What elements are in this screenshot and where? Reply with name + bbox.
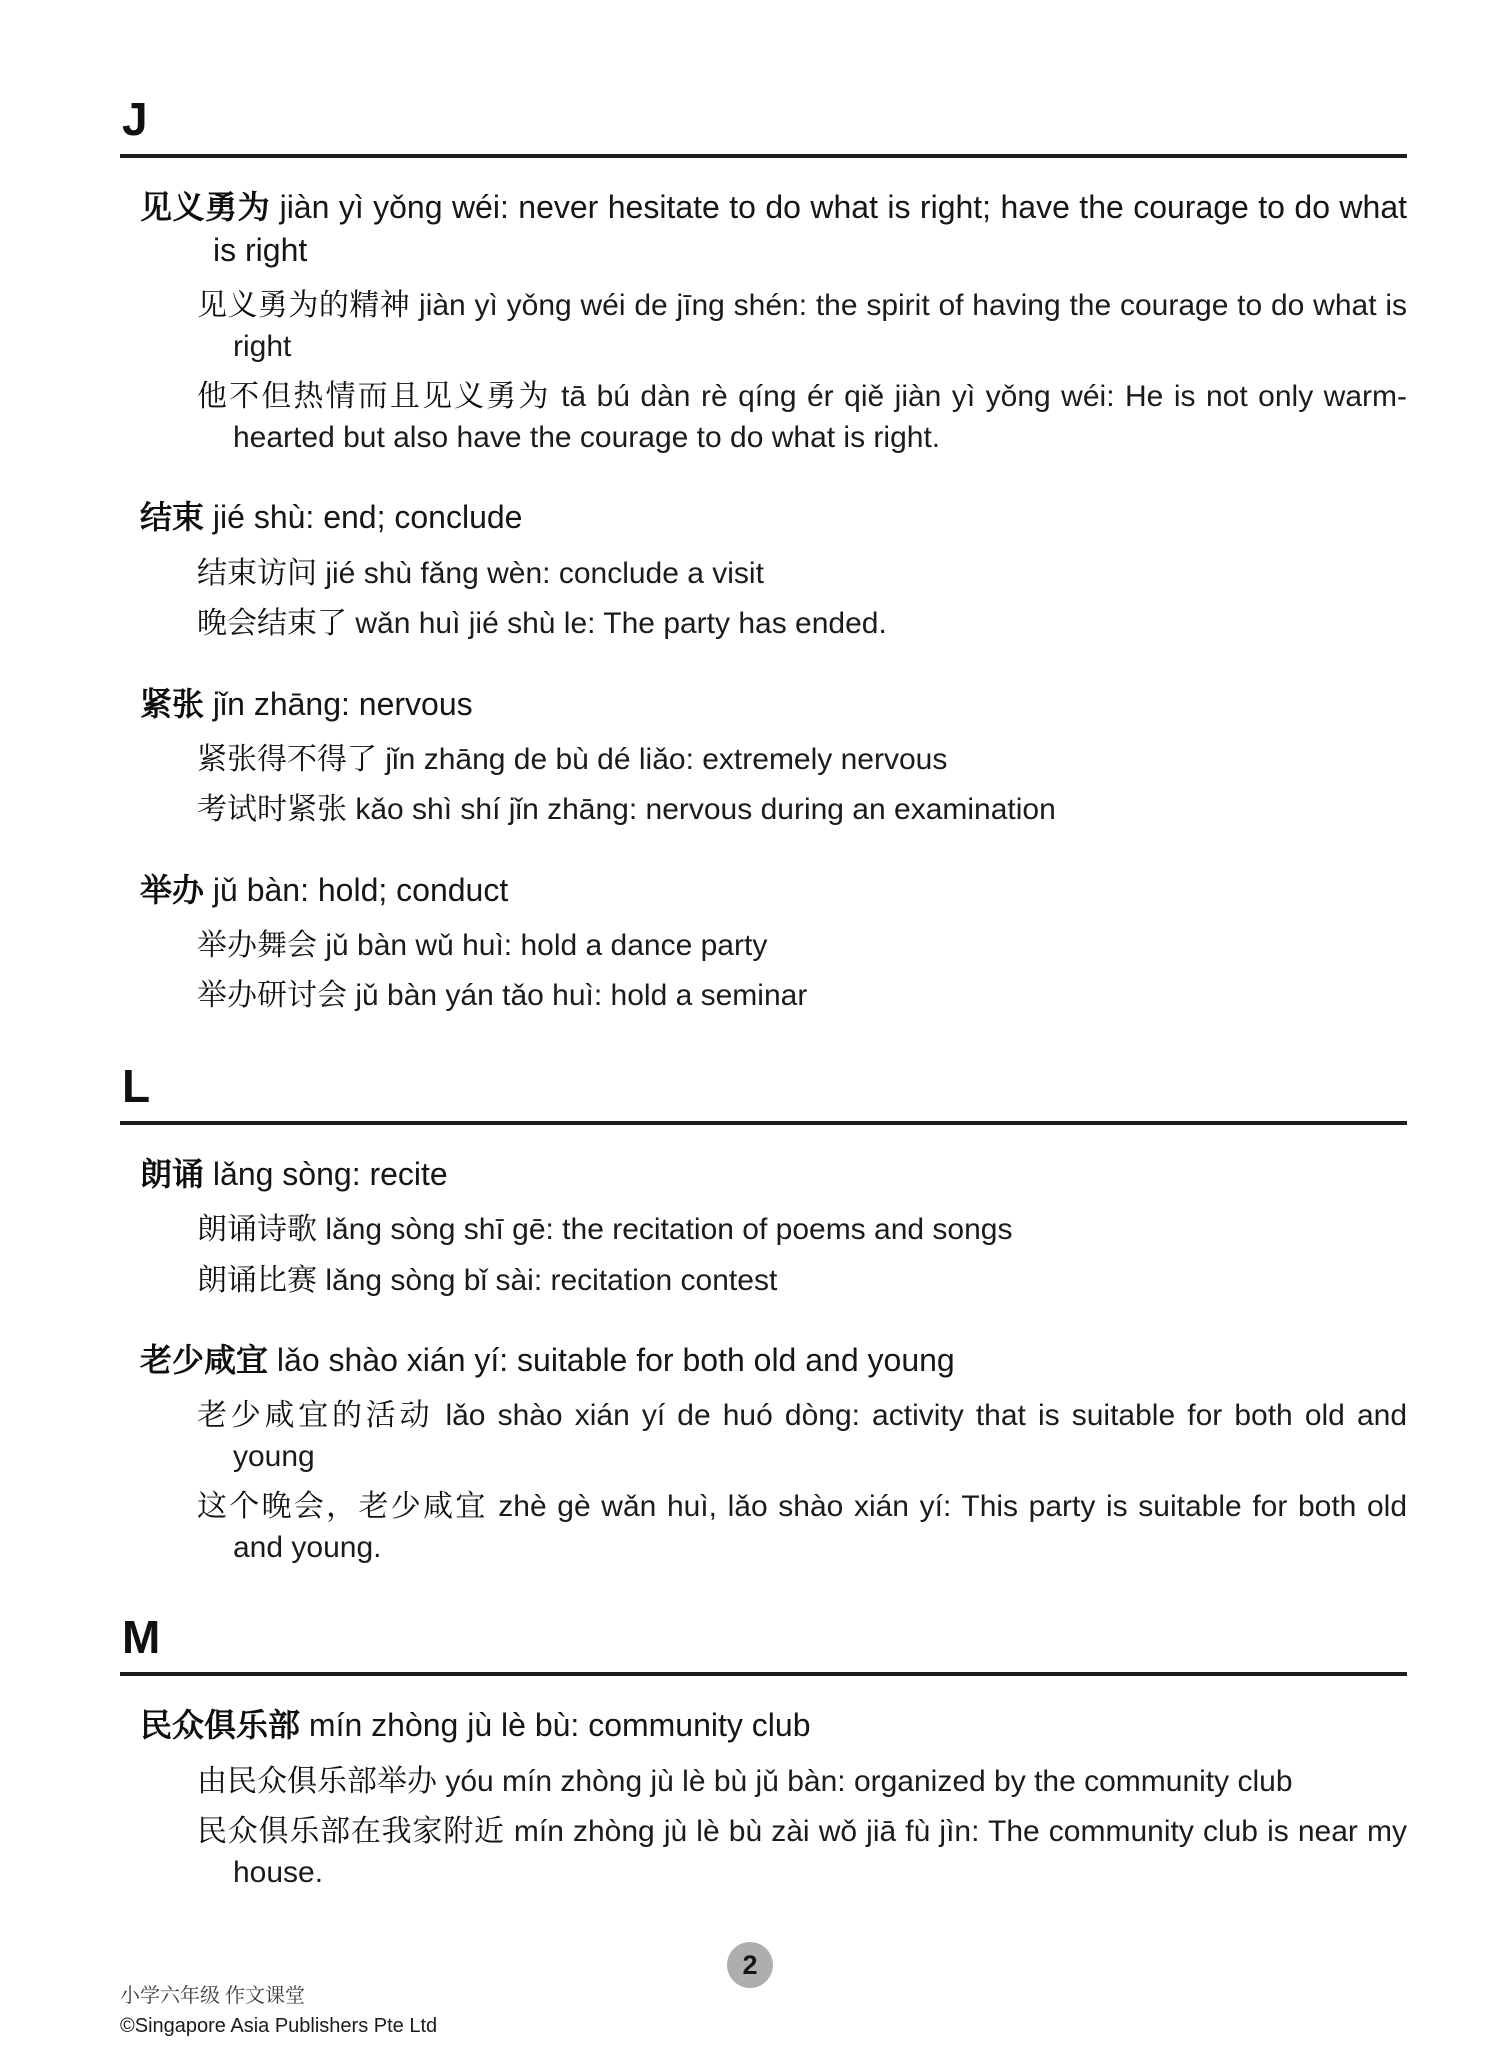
- example-line: [120, 1396, 1407, 1477]
- glossary-entry: [120, 496, 1407, 644]
- section-letter: J: [120, 96, 1407, 158]
- footer-book-title: 小学六年级 作文课堂: [120, 1985, 305, 2007]
- entry-headword-chinese: 结束: [140, 499, 205, 536]
- page-number-badge: [727, 1942, 773, 1988]
- example-line: [120, 604, 1407, 645]
- page-number: 2: [742, 1949, 758, 1980]
- example-pinyin-translation: yóu mín zhòng jù lè bù jǔ bàn: organized by the community club: [445, 1764, 1293, 1798]
- example-chinese: 结束访问: [197, 556, 317, 590]
- entry-headword-chinese: 见义勇为: [140, 189, 271, 225]
- entry-headword-chinese: 民众俱乐部: [140, 1707, 301, 1744]
- example-pinyin-translation: jǐn zhāng de bù dé liǎo: extremely nervous: [385, 742, 948, 776]
- example-chinese: 他不但热情而且见义勇为: [197, 380, 551, 414]
- entry-pinyin-definition: jǔ bàn: hold; conduct: [212, 871, 509, 908]
- glossary-entry: [120, 869, 1407, 1017]
- example-chinese: 紧张得不得了: [197, 742, 377, 776]
- entry-pinyin-definition: jiàn yì yǒng wéi: never hesitate to do what is right; have the courage to do what is right: [213, 189, 1408, 269]
- example-chinese: 举办舞会: [197, 928, 317, 962]
- example-line: [120, 1812, 1407, 1893]
- example-pinyin-translation: jǔ bàn wǔ huì: hold a dance party: [325, 928, 768, 962]
- example-line: [120, 926, 1407, 967]
- entry-headline: [120, 1339, 1407, 1382]
- entry-pinyin-definition: jǐn zhāng: nervous: [212, 685, 473, 722]
- example-chinese: 晚会结束了: [197, 607, 347, 641]
- example-pinyin-translation: kǎo shì shí jǐn zhāng: nervous during an examination: [355, 793, 1056, 827]
- example-pinyin-translation: mín zhòng jù lè bù zài wǒ jiā fù jìn: The community club is near my house.: [233, 1815, 1408, 1889]
- example-line: [120, 377, 1407, 458]
- glossary-entry: [120, 1153, 1407, 1301]
- entry-pinyin-definition: lǎo shào xián yí: suitable for both old and young: [276, 1342, 955, 1379]
- entry-headword-chinese: 举办: [140, 871, 205, 908]
- letter-section-l: [120, 1059, 1408, 1568]
- entry-headline: [120, 496, 1407, 539]
- entry-headline: [120, 186, 1407, 272]
- example-line: [120, 286, 1407, 367]
- entry-pinyin-definition: lǎng sòng: recite: [212, 1155, 448, 1192]
- example-line: [120, 790, 1407, 831]
- example-chinese: 见义勇为的精神: [197, 289, 411, 323]
- entry-headword-chinese: 老少咸宜: [140, 1342, 269, 1379]
- entry-pinyin-definition: jié shù: end; conclude: [212, 499, 523, 536]
- example-pinyin-translation: lǎng sòng shī gē: the recitation of poems and songs: [325, 1213, 1013, 1247]
- letter-section-m: [120, 1611, 1408, 1893]
- example-line: [120, 740, 1407, 781]
- entry-headline: [120, 1704, 1407, 1747]
- section-letter: L: [120, 1063, 1407, 1125]
- example-chinese: 民众俱乐部在我家附近: [197, 1815, 505, 1848]
- example-pinyin-translation: wǎn huì jié shù le: The party has ended.: [355, 607, 887, 641]
- letter-section-j: [120, 93, 1408, 1017]
- glossary-entry: [120, 186, 1407, 458]
- entry-headword-chinese: 紧张: [140, 685, 205, 722]
- entry-headline: [120, 869, 1407, 912]
- example-chinese: 考试时紧张: [197, 793, 347, 827]
- entry-headword-chinese: 朗诵: [140, 1155, 205, 1192]
- glossary-entry: [120, 1704, 1407, 1893]
- example-pinyin-translation: jǔ bàn yán tǎo huì: hold a seminar: [355, 979, 808, 1013]
- glossary-content: [120, 93, 1408, 1893]
- example-line: [120, 1762, 1407, 1803]
- example-pinyin-translation: lǎo shào xián yí de huó dòng: activity that is suitable for both old and young: [233, 1399, 1408, 1473]
- example-pinyin-translation: tā bú dàn rè qíng ér qiě jiàn yì yǒng wéi: He is not only warm-hearted but also have the courage to do what is right.: [233, 380, 1407, 454]
- entry-pinyin-definition: mín zhòng jù lè bù: community club: [308, 1707, 811, 1744]
- example-chinese: 朗诵比赛: [197, 1263, 317, 1297]
- example-chinese: 这个晚会，老少咸宜: [197, 1490, 488, 1524]
- example-pinyin-translation: zhè gè wǎn huì, lǎo shào xián yí: This party is suitable for both old and young.: [233, 1490, 1408, 1564]
- example-pinyin-translation: lǎng sòng bǐ sài: recitation contest: [325, 1263, 778, 1297]
- example-line: [120, 1261, 1407, 1302]
- example-line: [120, 976, 1407, 1017]
- glossary-entry: [120, 683, 1407, 831]
- example-line: [120, 1210, 1407, 1251]
- entry-headline: [120, 683, 1407, 726]
- section-letter: M: [120, 1614, 1407, 1676]
- glossary-entry: [120, 1339, 1407, 1568]
- footer-copyright: ©Singapore Asia Publishers Pte Ltd: [120, 2015, 438, 2037]
- example-chinese: 由民众俱乐部举办: [197, 1764, 437, 1798]
- example-chinese: 朗诵诗歌: [197, 1213, 317, 1247]
- entry-headline: [120, 1153, 1407, 1196]
- footer-imprint: [120, 1979, 437, 2038]
- example-line: [120, 1487, 1407, 1568]
- page-footer: [0, 1910, 1500, 2050]
- example-chinese: 举办研讨会: [197, 979, 347, 1013]
- example-chinese: 老少咸宜的活动: [197, 1399, 434, 1433]
- example-pinyin-translation: jiàn yì yǒng wéi de jīng shén: the spirit of having the courage to do what is right: [233, 289, 1407, 363]
- example-pinyin-translation: jié shù fǎng wèn: conclude a visit: [325, 556, 764, 590]
- example-line: [120, 554, 1407, 595]
